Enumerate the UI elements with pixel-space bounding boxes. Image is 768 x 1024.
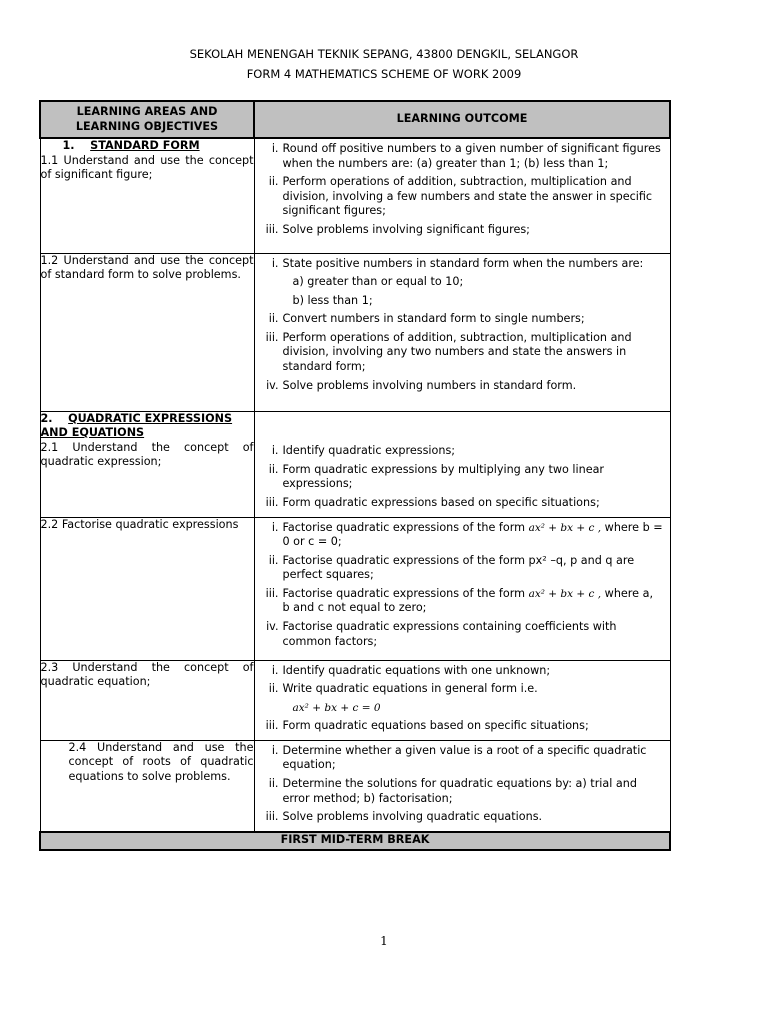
list-item: iv. Solve problems involving numbers in standard form. xyxy=(266,378,577,392)
list-item: i. Round off positive numbers to a given number of significant figures when the numbers are: (a) greater than 1; (b) less than 1; xyxy=(271,142,661,170)
table-row xyxy=(40,253,670,411)
topic-heading: 1. STANDARD FORM xyxy=(62,139,200,152)
document-header xyxy=(0,44,768,84)
learning-outcome-cell xyxy=(254,253,670,411)
objective-text: 1.2 Understand and use the concept of standard form to solve problems. xyxy=(40,253,254,282)
topic-heading: 2. QUADRATIC EXPRESSIONS AND EQUATIONS xyxy=(40,411,233,440)
list-item: iv. Factorise quadratic expressions containing coefficients with common factors; xyxy=(266,620,617,648)
list-item: iii. Solve problems involving significant figures; xyxy=(265,222,530,236)
list-item: iii. Form quadratic equations based on specific situations; xyxy=(265,719,589,733)
school-name: SEKOLAH MENENGAH TEKNIK SEPANG, 43800 DENGKIL, SELANGOR xyxy=(189,47,579,61)
list-item: ii. Factorise quadratic expressions of the form px² –q, p and q are perfect squares; xyxy=(268,553,635,582)
table-row xyxy=(40,138,670,253)
list-item: ii. Determine the solutions for quadratic equations by: a) trial and error method; b) factorisation; xyxy=(268,777,637,805)
objective-text: 2.4 Understand and use the concept of roots of quadratic equations to solve problems. xyxy=(68,740,254,784)
objective-text: 1.1 Understand and use the concept of significant figure; xyxy=(40,153,254,182)
topic-title: QUADRATIC EXPRESSIONS AND EQUATIONS xyxy=(40,411,233,440)
table-row xyxy=(40,517,670,660)
list-item: i. Identify quadratic equations with one unknown; xyxy=(271,663,551,677)
table-row xyxy=(40,660,670,740)
scheme-of-work-table xyxy=(39,100,671,851)
table-row xyxy=(40,740,670,831)
table-row xyxy=(40,832,670,850)
learning-outcome-cell xyxy=(254,740,670,831)
list-item: iii. Perform operations of addition, subtraction, multiplication and division, involving any two numbers and state the answers in standard form; xyxy=(265,330,632,374)
list-item: i. Factorise quadratic expressions of the form ax² + bx + c , where b = 0 or c = 0; xyxy=(271,520,663,549)
sub-item: a) greater than or equal to 10; xyxy=(292,275,464,289)
objective-text: 2.2 Factorise quadratic expressions xyxy=(40,517,239,531)
column-header-learning-areas: LEARNING AREAS AND LEARNING OBJECTIVES xyxy=(40,101,254,138)
column-header-learning-outcome: LEARNING OUTCOME xyxy=(254,101,670,138)
list-item: iii. Form quadratic expressions based on specific situations; xyxy=(265,495,600,509)
mid-term-break-banner: FIRST MID-TERM BREAK xyxy=(40,832,670,850)
list-item: ii. Form quadratic expressions by multiplying any two linear expressions; xyxy=(268,462,605,491)
page-number: 1 xyxy=(380,934,388,948)
list-item: i. Determine whether a given value is a root of a specific quadratic equation; xyxy=(271,743,647,772)
list-item: iii. Factorise quadratic expressions of the form ax² + bx + c , where a, b and c not equal to zero; xyxy=(265,586,653,615)
learning-objective-cell xyxy=(40,253,254,411)
learning-outcome-cell xyxy=(254,411,670,517)
objective-text: 2.1 Understand the concept of quadratic expression; xyxy=(40,440,254,469)
objective-text: 2.3 Understand the concept of quadratic equation; xyxy=(40,660,254,689)
list-item: iii. Solve problems involving quadratic equations. xyxy=(265,810,543,824)
math-expression: ax² + bx + c , xyxy=(528,587,602,600)
table-row xyxy=(40,411,670,517)
learning-objective-cell xyxy=(40,740,254,831)
topic-title: STANDARD FORM xyxy=(90,139,200,152)
learning-objective-cell xyxy=(40,138,254,253)
learning-objective-cell xyxy=(40,411,254,517)
learning-outcome-cell xyxy=(254,660,670,740)
list-item: ii. Convert numbers in standard form to single numbers; xyxy=(268,312,585,326)
learning-objective-cell xyxy=(40,517,254,660)
learning-outcome-cell xyxy=(254,517,670,660)
list-item: i. State positive numbers in standard form when the numbers are: a) greater than or equal to 10; b) less than 1; xyxy=(255,257,664,309)
list-item: ii. Perform operations of addition, subtraction, multiplication and division, involving a few numbers and state the answer in specific significant figures; xyxy=(268,175,653,218)
document-title: FORM 4 MATHEMATICS SCHEME OF WORK 2009 xyxy=(246,67,522,81)
math-expression: ax² + bx + c , xyxy=(528,521,602,534)
sub-item: b) less than 1; xyxy=(292,293,373,307)
learning-outcome-cell xyxy=(254,138,670,253)
math-expression: ax² + bx + c = 0 xyxy=(292,701,381,714)
learning-objective-cell xyxy=(40,660,254,740)
list-item: ii. Write quadratic equations in general form i.e. ax² + bx + c = 0 xyxy=(255,682,664,715)
list-item: i. Identify quadratic expressions; xyxy=(271,444,456,458)
table-header-row xyxy=(40,101,670,138)
